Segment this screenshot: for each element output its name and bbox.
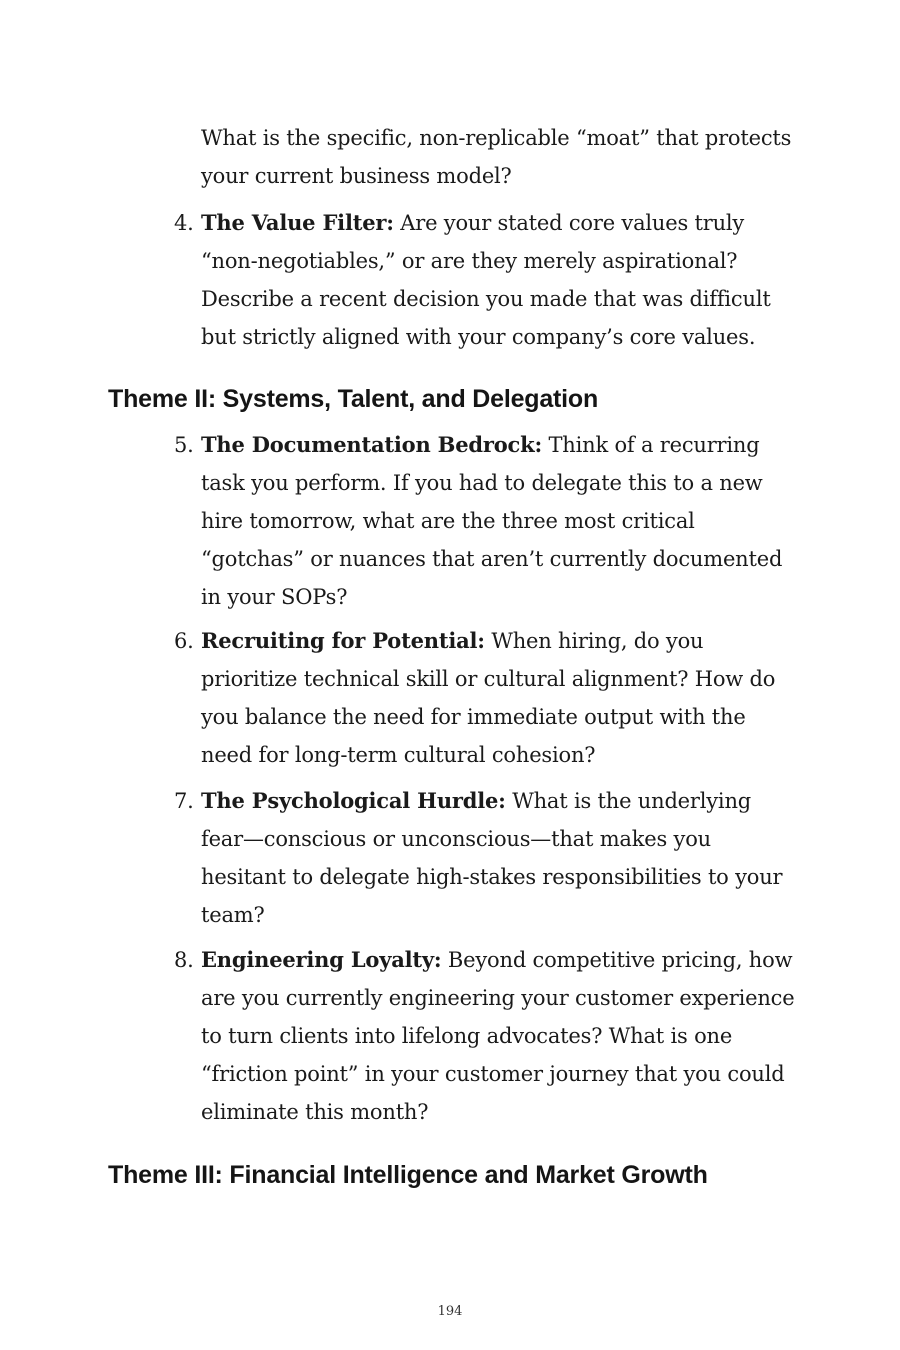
list-item-text: Think of a recurring task you perform. If you had to delegate this to a new hire tomorrow, what are the three most critical “gotchas” or nuances that aren’t currently documented in your SOPs?	[201, 433, 783, 609]
list-item-body	[201, 941, 797, 1131]
list-item-number: 5.	[174, 433, 194, 457]
list-item-number: 4.	[174, 211, 194, 235]
theme-heading: Theme III: Financial Intelligence and Market Growth	[108, 1161, 708, 1189]
list-item-title: Engineering Loyalty:	[201, 947, 442, 972]
list-item-text: Beyond competitive pricing, how are you currently engineering your customer experience to turn clients into lifelong advocates? What is one “friction point” in your customer journey that you could eliminate this month?	[201, 948, 795, 1124]
list-item-number: 6.	[174, 629, 194, 653]
list-item-body	[201, 426, 797, 616]
list-item-number: 7.	[174, 789, 194, 813]
list-item-title: Recruiting for Potential:	[201, 628, 485, 653]
list-item-text: When hiring, do you prioritize technical skill or cultural alignment? How do you balance the need for immediate output with the need for long-term cultural cohesion?	[201, 629, 776, 767]
list-item-text: What is the underlying fear—conscious or unconscious—that makes you hesitant to delegate high-stakes responsibilities to your team?	[201, 789, 783, 927]
list-item-body	[201, 204, 797, 356]
list-item-title: The Value Filter:	[201, 210, 394, 235]
list-item-body	[201, 622, 797, 774]
list-item-number: 8.	[174, 948, 194, 972]
page-number: 194	[437, 1304, 463, 1319]
list-item-text: Are your stated core values truly “non-negotiables,” or are they merely aspirational? Describe a recent decision you made that was difficult but strictly aligned with your company’s core values.	[201, 211, 771, 349]
list-item-title: The Psychological Hurdle:	[201, 788, 506, 813]
list-item-body	[201, 782, 797, 934]
list-item-title: The Documentation Bedrock:	[201, 432, 543, 457]
continuation-paragraph: What is the specific, non-replicable “moat” that protects your current business model?	[201, 126, 792, 188]
theme-heading: Theme II: Systems, Talent, and Delegation	[108, 385, 599, 413]
